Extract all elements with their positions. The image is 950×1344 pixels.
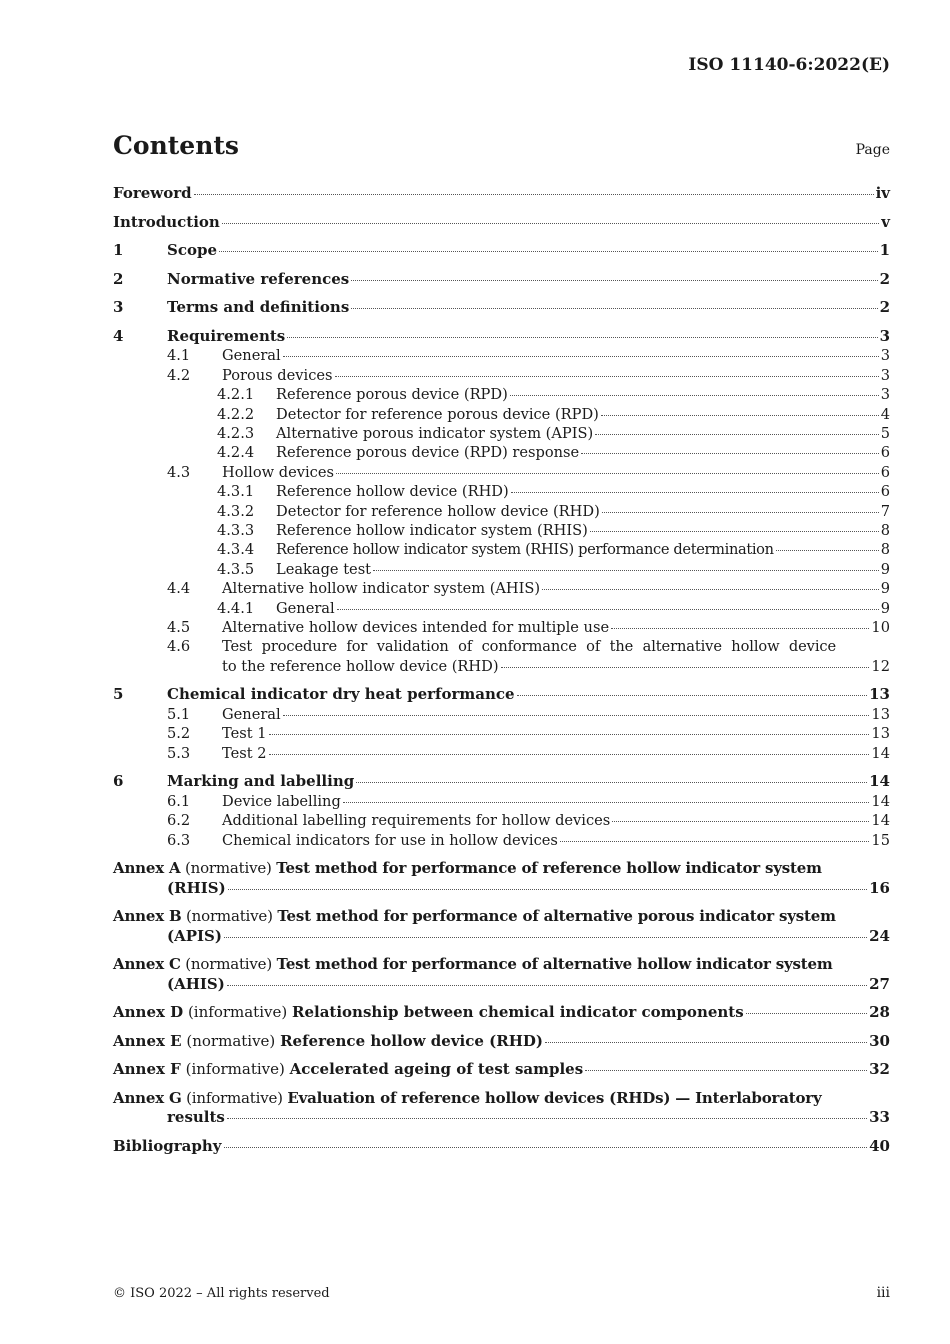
toc-page: 40 bbox=[869, 1136, 890, 1155]
dot-leader bbox=[222, 223, 879, 224]
annex-title-line-2: (RHIS) bbox=[167, 878, 226, 897]
dot-leader bbox=[602, 512, 879, 513]
toc-page: v bbox=[881, 212, 890, 231]
dot-leader bbox=[611, 628, 869, 629]
toc-page: 9 bbox=[880, 599, 890, 617]
dot-leader bbox=[560, 841, 870, 842]
toc-number: 6.2 bbox=[167, 812, 191, 830]
toc-title: Hollow devices bbox=[222, 463, 334, 481]
dot-leader bbox=[194, 194, 874, 195]
toc-title: Chemical indicators for use in hollow devices bbox=[222, 831, 558, 849]
dot-leader bbox=[224, 937, 867, 938]
toc-number: 1 bbox=[113, 241, 124, 260]
annex-label: Annex B bbox=[113, 907, 182, 926]
annex-title-line-1: Evaluation of reference hollow devices (RHDs) — Interlaboratory bbox=[287, 1088, 822, 1107]
toc-number: 5.3 bbox=[167, 744, 191, 762]
toc-title: Terms and definitions bbox=[167, 298, 350, 317]
toc-entry-annex-f[interactable] bbox=[113, 1060, 890, 1079]
toc-title: General bbox=[276, 599, 335, 617]
toc-title: Normative references bbox=[167, 269, 350, 288]
toc-page: 13 bbox=[869, 685, 890, 704]
dot-leader bbox=[283, 715, 870, 716]
annex-label: Annex E bbox=[113, 1031, 182, 1050]
toc-entry-5-3[interactable] bbox=[113, 744, 890, 763]
toc-entry-foreword[interactable] bbox=[113, 184, 890, 203]
annex-label: Annex A bbox=[113, 859, 181, 878]
page-title: Contents bbox=[113, 131, 240, 160]
toc-title: Alternative hollow devices intended for multiple use bbox=[222, 619, 610, 637]
toc-page: 7 bbox=[880, 502, 890, 520]
toc-title: Requirements bbox=[167, 326, 286, 345]
document-id: ISO 11140-6:2022(E) bbox=[688, 55, 890, 75]
annex-title-line-2: results bbox=[167, 1108, 225, 1127]
toc-title-line-2: to the reference hollow device (RHD) bbox=[222, 657, 499, 675]
toc-page: 10 bbox=[871, 619, 890, 637]
toc-entry-6-2[interactable] bbox=[113, 811, 890, 830]
toc-entry-annex-g[interactable] bbox=[113, 1089, 890, 1128]
toc-number: 4.2.3 bbox=[217, 425, 255, 442]
dot-leader bbox=[269, 734, 870, 735]
page-number: iii bbox=[876, 1285, 890, 1301]
toc-entry-annex-d[interactable] bbox=[113, 1003, 890, 1022]
toc-title: Test 1 bbox=[222, 725, 267, 743]
toc-number: 3 bbox=[113, 298, 124, 317]
toc-title: General bbox=[222, 347, 281, 365]
annex-kind: (normative) bbox=[184, 859, 272, 878]
toc-number: 2 bbox=[113, 269, 124, 288]
toc-page: 6 bbox=[880, 483, 890, 501]
toc-entry-4-3-5[interactable] bbox=[113, 560, 890, 579]
toc-page: 16 bbox=[869, 878, 890, 897]
dot-leader bbox=[227, 985, 867, 986]
toc-number: 4.4 bbox=[167, 580, 191, 598]
toc-entry-4-2-4[interactable] bbox=[113, 443, 890, 462]
dot-leader bbox=[269, 754, 870, 755]
toc-entry-introduction[interactable] bbox=[113, 213, 890, 232]
dot-leader bbox=[351, 308, 877, 309]
toc-title: Device labelling bbox=[222, 792, 341, 810]
dot-leader bbox=[501, 667, 870, 668]
annex-title-line-2: (AHIS) bbox=[167, 974, 225, 993]
dot-leader bbox=[595, 434, 879, 435]
toc-title-line-1: Test procedure for validation of conformance of the alternative hollow device bbox=[222, 638, 836, 656]
dot-leader bbox=[227, 1118, 867, 1119]
toc-entry-5-2[interactable] bbox=[113, 724, 890, 743]
toc-title: Reference hollow indicator system (RHIS) performance determination bbox=[276, 541, 774, 559]
toc-number: 4.3 bbox=[167, 463, 191, 481]
toc-title: Reference hollow device (RHD) bbox=[276, 483, 509, 501]
toc-entry-4-1[interactable] bbox=[113, 346, 890, 365]
dot-leader bbox=[585, 1070, 867, 1071]
toc-entry-clause-5[interactable] bbox=[113, 685, 890, 704]
toc-page: 8 bbox=[880, 541, 890, 559]
toc-page: 13 bbox=[871, 725, 890, 743]
toc-entry-4-3-1[interactable] bbox=[113, 482, 890, 501]
toc-number: 4.3.2 bbox=[217, 502, 255, 520]
toc-title: Reference hollow indicator system (RHIS) bbox=[276, 522, 588, 540]
toc-page: 27 bbox=[869, 974, 890, 993]
toc-entry-bibliography[interactable] bbox=[113, 1137, 890, 1156]
toc-page: 15 bbox=[871, 831, 890, 849]
toc-entry-annex-e[interactable] bbox=[113, 1032, 890, 1051]
annex-label: Annex D bbox=[113, 1003, 184, 1022]
annex-title-line-1: Test method for performance of alternative porous indicator system bbox=[277, 907, 836, 926]
annex-label: Annex G bbox=[113, 1088, 182, 1107]
toc-title: Introduction bbox=[113, 212, 220, 231]
toc-number: 5.1 bbox=[167, 705, 191, 723]
toc-entry-4-3-3[interactable] bbox=[113, 521, 890, 540]
toc-page: 12 bbox=[871, 657, 890, 675]
toc-entry-clause-2[interactable] bbox=[113, 270, 890, 289]
dot-leader bbox=[590, 531, 879, 532]
dot-leader bbox=[351, 280, 877, 281]
annex-kind: (informative) bbox=[187, 1003, 288, 1022]
toc-number: 4.2.2 bbox=[217, 405, 255, 423]
annex-title-line-1: Test method for performance of alternative hollow indicator system bbox=[276, 955, 833, 974]
annex-title-line-1: Test method for performance of reference hollow indicator system bbox=[276, 859, 822, 878]
toc-entry-clause-4[interactable] bbox=[113, 327, 890, 346]
dot-leader bbox=[510, 395, 879, 396]
dot-leader bbox=[337, 609, 879, 610]
table-of-contents bbox=[113, 184, 890, 1156]
toc-number: 4.3.1 bbox=[217, 483, 255, 501]
annex-kind: (informative) bbox=[185, 1060, 285, 1079]
dot-leader bbox=[219, 251, 878, 252]
dot-leader bbox=[224, 1147, 868, 1148]
dot-leader bbox=[746, 1013, 867, 1014]
dot-leader bbox=[542, 589, 879, 590]
toc-page: 3 bbox=[880, 347, 890, 365]
toc-title: Reference porous device (RPD) response bbox=[276, 444, 580, 462]
annex-title: Reference hollow device (RHD) bbox=[280, 1031, 543, 1050]
annex-label: Annex C bbox=[113, 955, 181, 974]
annex-kind: (informative) bbox=[186, 1088, 283, 1107]
dot-leader bbox=[517, 695, 868, 696]
toc-page: 32 bbox=[869, 1060, 890, 1079]
toc-number: 5.2 bbox=[167, 725, 191, 743]
toc-page: 3 bbox=[880, 366, 890, 384]
toc-entry-4-2-2[interactable] bbox=[113, 405, 890, 424]
toc-title: Additional labelling requirements for hollow devices bbox=[222, 812, 611, 830]
toc-title: Detector for reference hollow device (RHD) bbox=[276, 502, 600, 520]
toc-entry-5-1[interactable] bbox=[113, 705, 890, 724]
toc-entry-6-3[interactable] bbox=[113, 831, 890, 850]
annex-title: Relationship between chemical indicator components bbox=[292, 1003, 744, 1022]
toc-number: 4.2 bbox=[167, 366, 191, 384]
toc-page: 1 bbox=[879, 241, 890, 260]
annex-title-line-2: (APIS) bbox=[167, 926, 222, 945]
dot-leader bbox=[776, 550, 879, 551]
toc-number: 6.1 bbox=[167, 792, 191, 810]
toc-title: Scope bbox=[167, 241, 218, 260]
toc-title: Detector for reference porous device (RPD) bbox=[276, 405, 599, 423]
toc-page: 28 bbox=[869, 1003, 890, 1022]
toc-page: 8 bbox=[880, 522, 890, 540]
dot-leader bbox=[283, 356, 879, 357]
toc-entry-4-5[interactable] bbox=[113, 618, 890, 637]
toc-page: 14 bbox=[871, 744, 890, 762]
toc-page: 9 bbox=[880, 560, 890, 578]
toc-number: 4.5 bbox=[167, 619, 191, 637]
toc-page: 9 bbox=[880, 580, 890, 598]
toc-page: 13 bbox=[871, 705, 890, 723]
dot-leader bbox=[581, 453, 879, 454]
copyright-notice: © ISO 2022 – All rights reserved bbox=[113, 1286, 330, 1301]
toc-title: Porous devices bbox=[222, 366, 333, 384]
toc-number: 4.3.3 bbox=[217, 522, 255, 540]
dot-leader bbox=[336, 473, 879, 474]
toc-page: 24 bbox=[869, 926, 890, 945]
dot-leader bbox=[373, 570, 879, 571]
toc-number: 4.3.5 bbox=[217, 560, 255, 578]
toc-title: Reference porous device (RPD) bbox=[276, 386, 508, 404]
toc-entry-4-3-2[interactable] bbox=[113, 502, 890, 521]
annex-kind: (normative) bbox=[186, 907, 273, 926]
toc-entry-clause-1[interactable] bbox=[113, 241, 890, 260]
toc-page: 3 bbox=[879, 326, 890, 345]
dot-leader bbox=[343, 802, 870, 803]
toc-title: Chemical indicator dry heat performance bbox=[167, 685, 515, 704]
toc-number: 4.6 bbox=[167, 638, 191, 656]
toc-page: 2 bbox=[879, 269, 890, 288]
toc-page: 14 bbox=[871, 812, 890, 830]
toc-entry-annex-b[interactable] bbox=[113, 907, 890, 946]
toc-number: 4.4.1 bbox=[217, 599, 255, 617]
toc-page: 6 bbox=[880, 444, 890, 462]
toc-number: 4 bbox=[113, 326, 124, 345]
toc-title: Bibliography bbox=[113, 1136, 222, 1155]
toc-title: Leakage test bbox=[276, 560, 372, 578]
toc-entry-annex-a[interactable] bbox=[113, 859, 890, 898]
toc-entry-annex-c[interactable] bbox=[113, 955, 890, 994]
toc-entry-4-2-3[interactable] bbox=[113, 424, 890, 443]
toc-number: 4.3.4 bbox=[217, 541, 255, 559]
toc-number: 6 bbox=[113, 772, 124, 791]
toc-page: 33 bbox=[869, 1108, 890, 1127]
toc-entry-4-4-1[interactable] bbox=[113, 599, 890, 618]
toc-entry-clause-6[interactable] bbox=[113, 772, 890, 791]
toc-page: 4 bbox=[880, 405, 890, 423]
dot-leader bbox=[601, 415, 879, 416]
annex-label: Annex F bbox=[113, 1060, 181, 1079]
toc-number: 4.2.1 bbox=[217, 386, 255, 404]
toc-title: Alternative hollow indicator system (AHIS) bbox=[222, 580, 541, 598]
toc-title: General bbox=[222, 705, 281, 723]
toc-title: Test 2 bbox=[222, 744, 267, 762]
toc-page: 6 bbox=[880, 463, 890, 481]
page-column-label: Page bbox=[855, 142, 890, 158]
toc-entry-6-1[interactable] bbox=[113, 792, 890, 811]
toc-page: 3 bbox=[880, 386, 890, 404]
toc-entry-clause-3[interactable] bbox=[113, 298, 890, 317]
annex-kind: (normative) bbox=[186, 1031, 276, 1050]
toc-entry-4-2-1[interactable] bbox=[113, 385, 890, 404]
toc-title: Marking and labelling bbox=[167, 772, 355, 791]
toc-page: 30 bbox=[869, 1031, 890, 1050]
toc-entry-4-6[interactable] bbox=[113, 637, 890, 676]
toc-page: iv bbox=[875, 184, 890, 202]
toc-page: 2 bbox=[879, 298, 890, 317]
dot-leader bbox=[612, 821, 869, 822]
toc-number: 4.2.4 bbox=[217, 444, 255, 462]
toc-entry-4-3[interactable] bbox=[113, 463, 890, 482]
toc-number: 6.3 bbox=[167, 831, 191, 849]
toc-entry-4-4[interactable] bbox=[113, 579, 890, 598]
toc-title: Alternative porous indicator system (APIS) bbox=[276, 425, 594, 442]
toc-page: 14 bbox=[871, 792, 890, 810]
annex-kind: (normative) bbox=[185, 955, 272, 974]
toc-entry-4-3-4[interactable] bbox=[113, 540, 890, 559]
dot-leader bbox=[511, 492, 879, 493]
toc-page: 5 bbox=[880, 425, 890, 442]
toc-title: Foreword bbox=[113, 184, 192, 202]
annex-title: Accelerated ageing of test samples bbox=[289, 1060, 584, 1079]
toc-entry-4-2[interactable] bbox=[113, 366, 890, 385]
dot-leader bbox=[545, 1042, 867, 1043]
dot-leader bbox=[356, 782, 867, 783]
dot-leader bbox=[287, 337, 877, 338]
dot-leader bbox=[335, 376, 879, 377]
toc-number: 4.1 bbox=[167, 347, 191, 365]
dot-leader bbox=[228, 889, 867, 890]
toc-number: 5 bbox=[113, 685, 124, 704]
toc-page: 14 bbox=[869, 772, 890, 791]
